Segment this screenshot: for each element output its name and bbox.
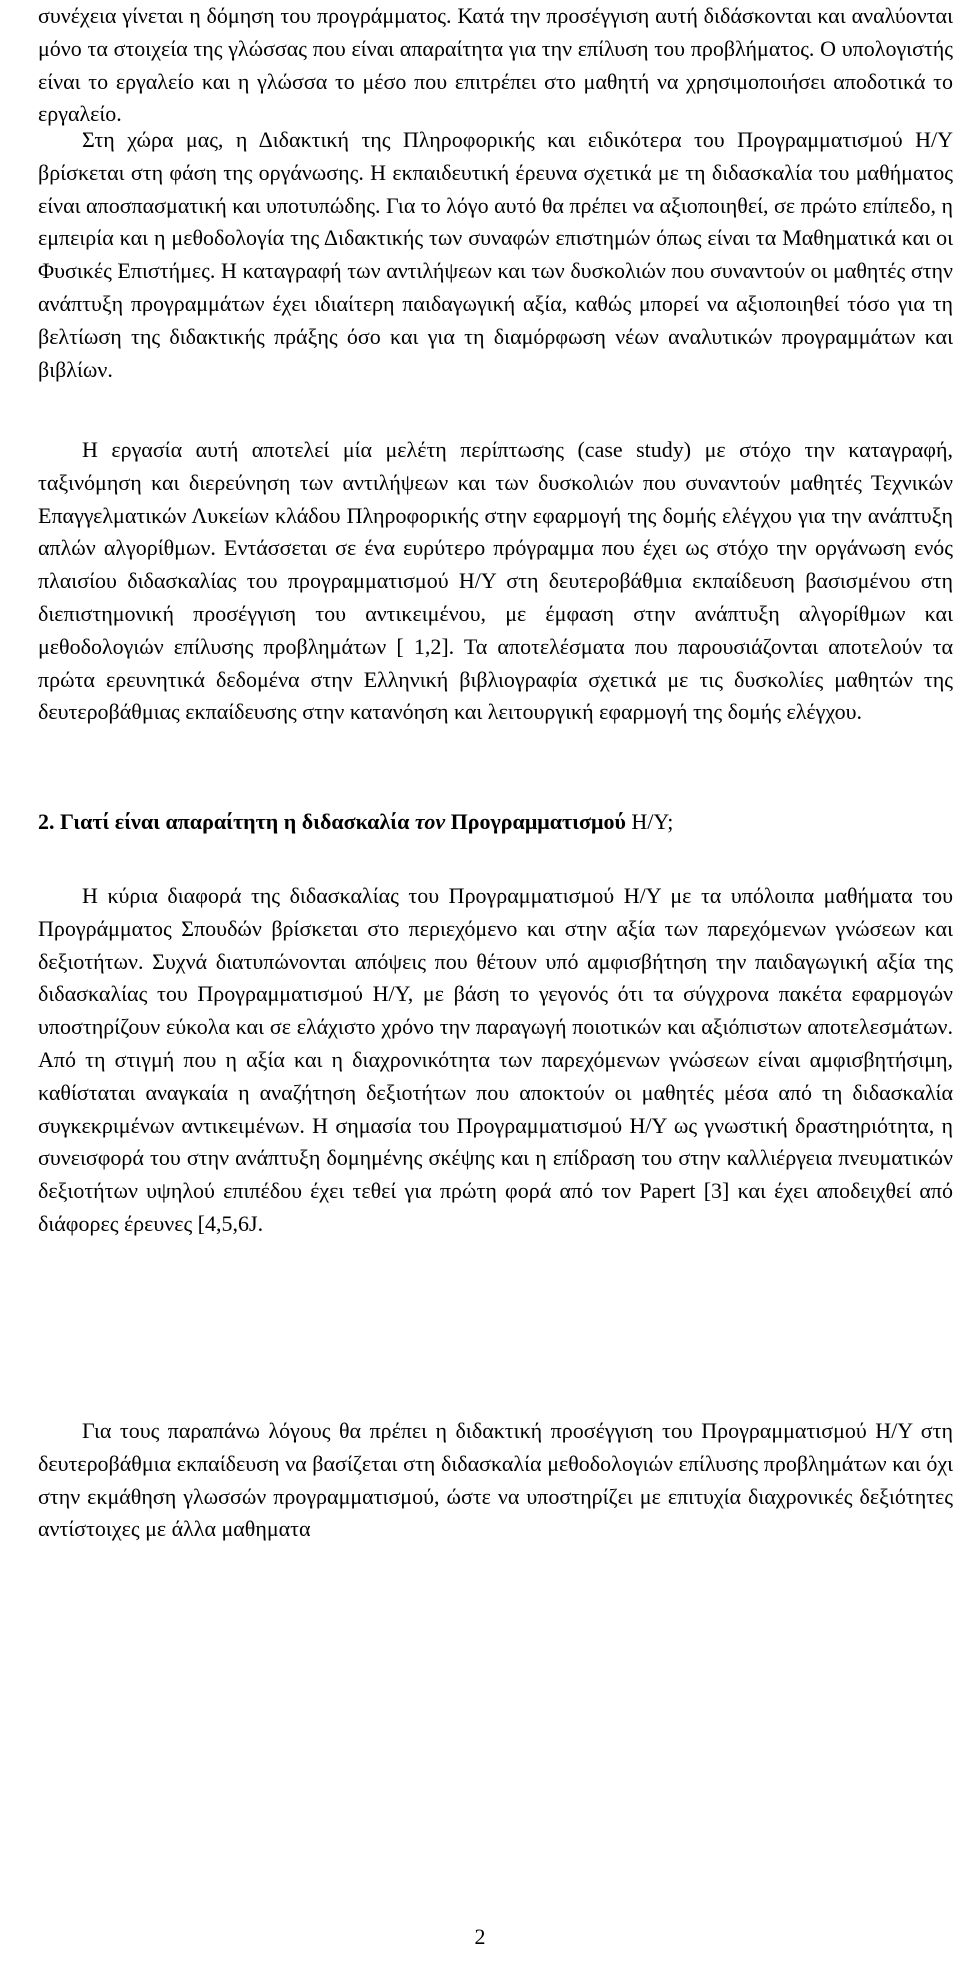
page-number: 2 bbox=[474, 1924, 486, 1949]
paragraph-conclusion: Για τους παραπάνω λόγους θα πρέπει η διδακτική προσέγγιση του Προγραμματισμού Η/Υ στη δευτεροβάθμια εκπαίδευση να βασίζεται στη διδασκαλία μεθοδολογιών επίλυσης προβλημάτων και όχι στην εκμάθηση γλωσσών προγραμματισμού, ώστε να υποστηρίζει με επιτυχία διαχρονικές δεξιότητες αντίστοιχες με άλλα μαθηματα bbox=[38, 1418, 953, 1542]
paragraph-didactics-status: Στη χώρα μας, η Διδακτική της Πληροφορικής και ειδικότερα του Προγραμματισμού Η/Υ βρίσκεται στη φάση της οργάνωσης. Η εκπαιδευτική έρευνα σχετικά με τη διδασκαλία του μαθήματος είναι αποσπασματική και υποτυπώδης. Για το λόγο αυτό θα πρέπει να αξιοποιηθεί, σε πρώτο επίπεδο, η εμπειρία και η μεθοδολογία της Διδακτικής των συναφών επιστημών όπως είναι τα Μαθηματικά και οι Φυσικές Επιστήμες. Η καταγραφή των αντιλήψεων και των δυσκολιών που συναντούν οι μαθητές στην ανάπτυξη προγραμμάτων έχει ιδιαίτερη παιδαγωγική αξία, καθώς μπορεί να αξιοποιηθεί τόσο για τη βελτίωση της διδακτικής πράξης όσο και για τη διαμόρφωση νέων αναλυτικών προγραμμάτων και βιβλίων. bbox=[38, 127, 953, 382]
paragraph-main-difference: Η κύρια διαφορά της διδασκαλίας του Προγραμματισμού Η/Υ με τα υπόλοιπα μαθήματα του Προγράμματος Σπουδών βρίσκεται στο περιεχόμενο και στην αξία των παρεχόμενων γνώσεων και δεξιοτήτων. Συχνά διατυπώνονται απόψεις που θέτουν υπό αμφισβήτηση την παιδαγωγική αξία της διδασκαλίας του Προγραμματισμού Η/Υ, με βάση το γεγονός ότι τα σύγχρονα πακέτα εφαρμογών υποστηρίζουν εύκολα και σε ελάχιστο χρόνο την παραγωγή ποιοτικών και αξιόπιστων αποτελεσμάτων. Από τη στιγμή που η αξία και η διαχρονικότητα των παρεχόμενων γνώσεων είναι αμφισβητήσιμη, καθίσταται αναγκαία η αναζήτηση δεξιοτήτων που αποκτούν οι μαθητές μέσα από τη διδασκαλία συγκεκριμένων αντικειμένων. Η σημασία του Προγραμματισμού Η/Υ ως γνωστική δραστηριότητα, η συνεισφορά του στην ανάπτυξη δομημένης σκέψης και η επίδραση του στην καλλιέργεια πνευματικών δεξιοτήτων υψηλού επιπέδου έχει τεθεί για πρώτη φορά από τον Papert [3] και έχει αποδειχθεί από διάφορες έρευνες [4,5,6J. bbox=[38, 883, 953, 1236]
section-title-part2: τον bbox=[414, 809, 446, 834]
paragraph-case-study: Η εργασία αυτή αποτελεί μία μελέτη περίπτωσης (case study) με στόχο την καταγραφή, ταξινόμηση και διερεύνηση των αντιλήψεων και των δυσκολιών που συναντούν μαθητές Τεχνικών Επαγγελματικών Λυκείων κλάδου Πληροφορικής στην εφαρμογή της δομής ελέγχου για την ανάπτυξη απλών αλγορίθμων. Εντάσσεται σε ένα ευρύτερο πρόγραμμα που έχει ως στόχο την οργάνωση ενός πλαισίου διδασκαλίας του προγραμματισμού Η/Υ στη δευτεροβάθμια εκπαίδευση βασισμένου στη διεπιστημονική προσέγγιση του αντικειμένου, με έμφαση στην ανάπτυξη αλγορίθμων και μεθοδολογιών επίλυσης προβλημάτων [ 1,2]. Τα αποτελέσματα που παρουσιάζονται αποτελούν τα πρώτα ερευνητικά δεδομένα στην Ελληνική βιβλιογραφία σχετικά με τις δυσκολίες μαθητών της δευτεροβάθμιας εκπαίδευσης στην κατανόηση και λειτουργική εφαρμογή της δομής ελέγχου. bbox=[38, 437, 953, 725]
section-title-part3: Προγραμματισμού bbox=[450, 809, 626, 834]
paragraph-intro-continuation: συνέχεια γίνεται η δόμηση του προγράμματος. Κατά την προσέγγιση αυτή διδάσκονται και αναλύονται μόνο τα στοιχεία της γλώσσας που είναι απαραίτητα για την επίλυση του προβλήματος. Ο υπολογιστής είναι το εργαλείο και η γλώσσα το μέσο που επιτρέπει στο μαθητή να χρησιμοποιήσει αποδοτικά το εργαλείο. bbox=[38, 3, 953, 127]
section-title-part1: Γιατί είναι απαραίτητη η διδασκαλία bbox=[60, 809, 410, 834]
section-number: 2. bbox=[38, 809, 55, 834]
section-heading bbox=[38, 806, 953, 838]
section-title-part4: Η/Υ; bbox=[631, 809, 674, 834]
